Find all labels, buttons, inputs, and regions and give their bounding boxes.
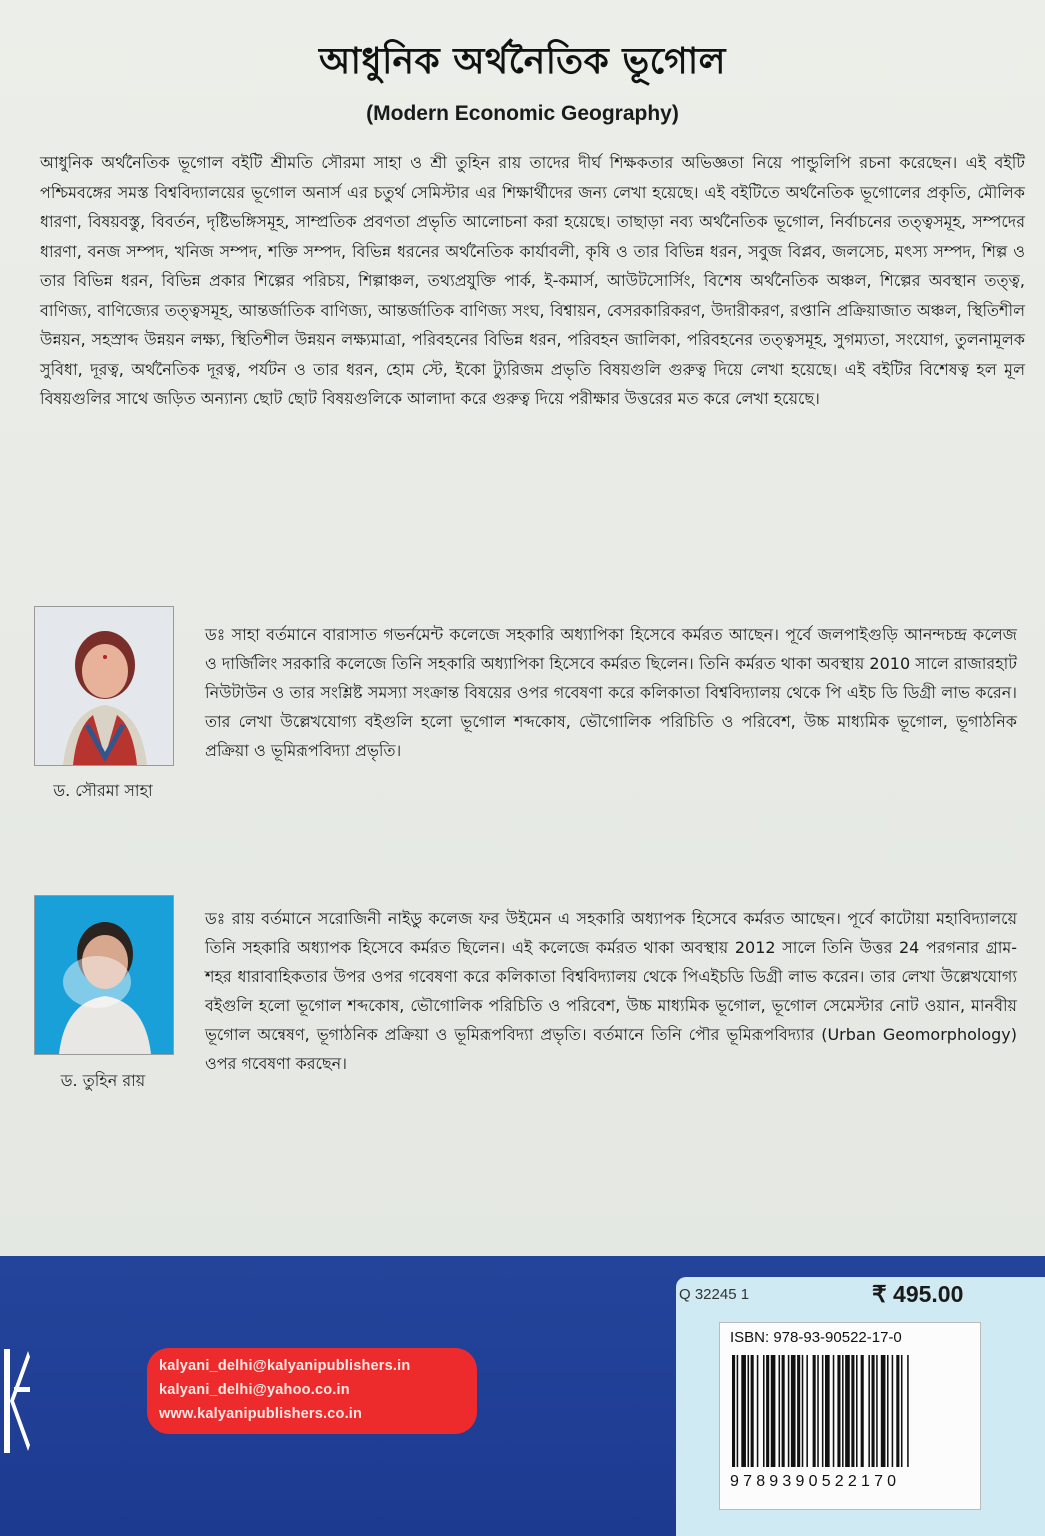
contact-email-1[interactable]: kalyani_delhi@kalyanipublishers.in bbox=[159, 1358, 411, 1374]
contact-website[interactable]: www.kalyanipublishers.co.in bbox=[159, 1406, 363, 1422]
author-bio-2: ডঃ রায় বর্তমানে সরোজিনী নাইডু কলেজ ফর উইমেন এ সহকারি অধ্যাপক হিসেবে কর্মরত আছেন। পূর্বে কাটোয়া মহাবিদ্যালয়ে তিনি সহকারি অধ্যাপক হিসেবে কর্মরত ছিলেন। এই কলেজে কর্মরত থাকা অবস্থায় 2012 সালে তিনি উত্তর 24 পরগনার গ্রাম-শহর ধারাবাহিকতার উপর ওপর গবেষণা করে কলিকাতা বিশ্ববিদ্যালয় থেকে পিএইচডি ডিগ্রী লাভ করেন। তার লেখা উল্লেখযোগ্য বইগুলি হলো ভূগোল শব্দকোষ, ভৌগোলিক পরিচিতি ও পরিবেশ, উচ্চ মাধ্যমিক ভূগোল, ভূগোল সেমেস্টার নোট ওয়ান, মানবীয় ভূগোল অন্বেষণ, ভূগাঠনিক প্রক্রিয়া ও ভূমিরূপবিদ্যা প্রভৃতি। বর্তমানে তিনি পৌর ভূমিরূপবিদ্যার (Urban Geomorphology) ওপর গবেষণা করছেন। bbox=[205, 909, 1017, 1073]
publisher-footer bbox=[0, 1256, 1045, 1536]
book-title: আধুনিক অর্থনৈতিক ভূগোল bbox=[319, 41, 726, 82]
isbn-label: ISBN: 978-93-90522-17-0 bbox=[730, 1329, 902, 1346]
contact-box bbox=[147, 1348, 477, 1434]
book-description: আধুনিক অর্থনৈতিক ভূগোল বইটি শ্রীমতি সৌরমা সাহা ও শ্রী তুহিন রায় তাদের দীর্ঘ শিক্ষকতার অভিজ্ঞতা নিয়ে পান্ডুলিপি রচনা করেছেন। এই বইটি পশ্চিমবঙ্গের সমস্ত বিশ্ববিদ্যালয়ের ভূগোল অনার্স এর চতুর্থ সেমিস্টার এর শিক্ষার্থীদের জন্য লেখা হয়েছে। এই বইটিতে অর্থনৈতিক ভূগোলের প্রকৃতি, মৌলিক ধারণা, বিষয়বস্তু, বিবর্তন, দৃষ্টিভঙ্গিসমূহ, সাম্প্রতিক প্রবণতা প্রভৃতি আলোচনা করা হয়েছে। তাছাড়া নব্য অর্থনৈতিক ভূগোল, নির্বাচনের তত্ত্বসমূহ, সম্পদের ধারণা, বনজ সম্পদ, খনিজ সম্পদ, শক্তি সম্পদ, বিভিন্ন ধরনের অর্থনৈতিক কার্যাবলী, কৃষি ও তার বিভিন্ন ধরন, সবুজ বিপ্লব, জলসেচ, মৎস্য সম্পদ, শিল্প ও তার বিভিন্ন ধরন, বিভিন্ন প্রকার শিল্পের পরিচয়, শিল্পাঞ্চল, তথ্যপ্রযুক্তি পার্ক, ই-কমার্স, আউটসোর্সিং, বিশেষ অর্থনৈতিক অঞ্চল, শিল্পের অবস্থান তত্ত্ব, বাণিজ্য, বাণিজ্যের তত্ত্বসমূহ, আন্তর্জাতিক বাণিজ্য, আন্তর্জাতিক বাণিজ্য সংঘ, বিশ্বায়ন, বেসরকারিকরণ, উদারীকরণ, রপ্তানি প্রক্রিয়াজাত অঞ্চল, স্থিতিশীল উন্নয়ন, সহস্রাব্দ উন্নয়ন লক্ষ্য, স্থিতিশীল উন্নয়ন লক্ষ্যমাত্রা, পরিবহনের বিভিন্ন ধরন, পরিবহন জালিকা, পরিবহনের তত্ত্বসমূহ, সুগম্যতা, সংযোগ, তুলনামূলক সুবিধা, দূরত্ব, অর্থনৈতিক দূরত্ব, পর্যটন ও তার ধরন, হোম স্টে, ইকো ট্যুরিজম প্রভৃতি বিষয়গুলি গুরুত্ব দিয়ে লেখা হয়েছে। এই বইটির বিশেষত্ব হল মূল বিষয়গুলির সাথে জড়িত অন্যান্য ছোট ছোট বিষয়গুলিকে আলাদা করে গুরুত্ব দিয়ে পরীক্ষার উত্তরের মত করে লেখা হয়েছে। bbox=[40, 153, 1025, 408]
author-portrait-female-icon bbox=[35, 607, 173, 765]
author-photo-1 bbox=[34, 606, 174, 766]
price-panel bbox=[676, 1277, 1045, 1536]
author-bio-1: ডঃ সাহা বর্তমানে বারাসাত গভর্নমেন্ট কলেজে সহকারি অধ্যাপিকা হিসেবে কর্মরত আছেন। পূর্বে জলপাইগুড়ি আনন্দচন্দ্র কলেজ ও দার্জিলিং সরকারি কলেজে তিনি সহকারি অধ্যাপিকা হিসেবে কর্মরত ছিলেন। তিনি কর্মরত থাকা অবস্থায় 2010 সালে রাজারহাট নিউটাউন ও তার সংশ্লিষ্ট সমস্যা সংক্রান্ত বিষয়ের ওপর গবেষণা করে কলিকাতা বিশ্ববিদ্যালয় থেকে পি এইচ ডি ডিগ্রী লাভ করেন। তার লেখা উল্লেখযোগ্য বইগুলি হলো ভূগোল শব্দকোষ, ভৌগোলিক পরিচিতি ও পরিবেশ, উচ্চ মাধ্যমিক ভূগোল, ভূগাঠনিক প্রক্রিয়া ও ভূমিরূপবিদ্যা প্রভৃতি। bbox=[205, 625, 1017, 760]
barcode-icon bbox=[730, 1355, 970, 1471]
author-photo-2 bbox=[34, 895, 174, 1055]
book-subtitle: (Modern Economic Geography) bbox=[366, 102, 679, 125]
contact-email-2[interactable]: kalyani_delhi@yahoo.co.in bbox=[159, 1382, 350, 1398]
author-name-1: ড. সৌরমা সাহা bbox=[53, 781, 153, 800]
author-name-2: ড. তুহিন রায় bbox=[60, 1071, 146, 1090]
book-price: ₹ 495.00 bbox=[872, 1281, 964, 1307]
book-code: Q 32245 1 bbox=[679, 1286, 750, 1303]
barcode-digits: 9789390522170 bbox=[730, 1473, 901, 1490]
author-portrait-male-icon bbox=[35, 896, 173, 1054]
kalyani-logo-icon bbox=[0, 1341, 30, 1461]
barcode-box bbox=[719, 1322, 981, 1510]
